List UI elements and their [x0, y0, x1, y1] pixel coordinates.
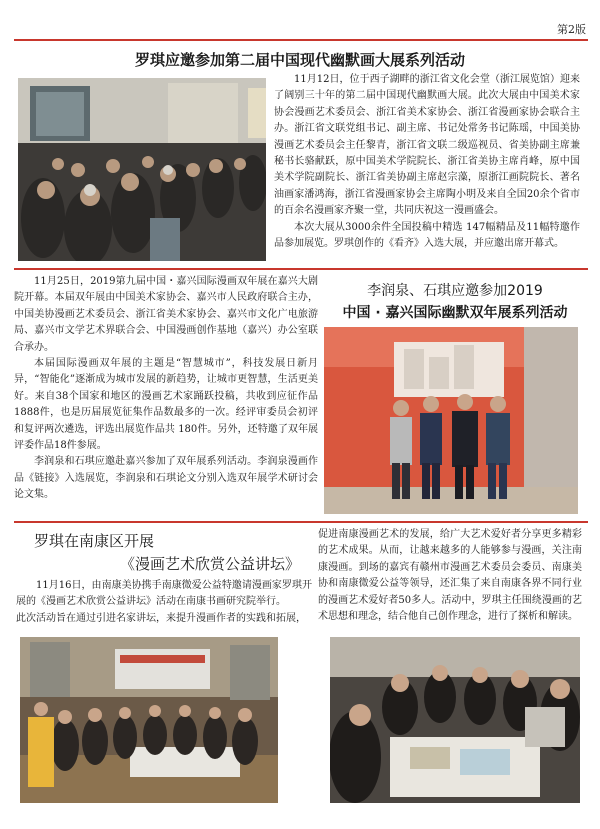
article2-paragraph-1: 11月25日，2019第九届中国・嘉兴国际漫画双年展在嘉兴大剧院开幕。本届双年展由中国美术家协会、嘉兴市人民政府联合主办，中国美协漫画艺术委员会、浙江省美术家协会、嘉兴市文化广电旅游局、嘉兴市文学艺术界联合会、中国漫画创作基地（嘉兴）办公室联合承办。 [14, 276, 318, 353]
jiaxing-exhibition-photo [324, 327, 578, 514]
section-divider-bottom [14, 521, 588, 523]
article2-paragraph-3: 李润泉和石琪应邀赴嘉兴参加了双年展系列活动。李润泉漫画作品《链接》入选展览，李润泉和石琪论文分别入选双年展学术研讨会论文集。 [14, 456, 318, 501]
article3-paragraph-1: 11月16日，由南康美协携手南康微爱公益特邀请漫画家罗琪开展的《漫画艺术欣赏公益讲坛》活动在南康书画研究院举行。 [16, 580, 312, 608]
article1-paragraph-1: 11月12日，位于西子湖畔的浙江省文化会堂（浙江展览馆）迎来了阔别三十年的第二届中国现代幽默画大展。此次大展由中国美术家协会漫画艺术委员会、浙江省美术家协会、浙江省漫画家协会联合主办。浙江省文联党组书记、副主席、书记处常务书记陈瑶，中国美协漫画艺术委员会主任黎青，浙江省文联二级巡视员、省美协副主席兼秘书长骆献跃，原中国美术学院院长、浙江省美协主席肖峰，原中国美术学院副院长、浙江省美协副主席赵宗藻，原浙江画院院长、著名油画家潘鸿海，浙江省漫画家协会主席陶小明及来自全国20余个省市的百余名漫画家齐聚一堂，共同庆祝这一漫画盛会。 [274, 74, 580, 217]
page-number: 第2版 [557, 23, 586, 36]
article1-paragraph-2: 本次大展从3000余件全国投稿中精选 147幅精品及11幅特邀作品参加展览。罗琪创作的《看齐》入选大展，并应邀出席开幕式。 [274, 221, 580, 250]
article2-body [14, 274, 318, 504]
article2-title-line2: 中国 · 嘉兴国际幽默双年展系列活动 [342, 305, 568, 321]
article2-title-line1: 李润泉、石琪应邀参加2019 [367, 283, 543, 299]
article3-title-line1: 罗琪在南康区开展 [34, 532, 155, 550]
article3-title-line2: 《漫画艺术欣赏公益讲坛》 [120, 555, 301, 573]
article3-paragraph-2: 此次活动旨在通过引进名家讲坛，来提升漫画作者的实践和拓展， [16, 612, 306, 624]
article2-paragraph-2: 本届国际漫画双年展的主题是“智慧城市”，科技发展日新月异，“智能化”逐渐成为城市发展的新趋势，让城市更智慧，生活更美好。来自38个国家和地区的漫画艺术家踊跃投稿，共收到应征作品1888件，也是历届展览征集作品数最多的一次。经评审委员会初评和复评两次遴选，评选出展览作品共 180件。另外，还特邀了双年展评委作品18件参展。 [14, 358, 318, 452]
exhibition-audience-photo [18, 78, 266, 261]
header-rule [14, 39, 588, 41]
article3-body-left [16, 578, 312, 627]
article3-paragraph-3: 促进南康漫画艺术的发展，给广大艺术爱好者分享更多精彩的艺术成果。从而，让越来越多的人能够参与漫画，关注南康漫画。到场的嘉宾有赣州市漫画艺术委员会委员、南康美协和南康微爱公益等领导，还汇集了来自南康各界不同行业的漫画艺术爱好者50多人。活动中，罗琪主任围绕漫画的艺术思想和理念，结合他自己创作理念，进行了探析和解读。 [318, 529, 582, 623]
article3-body-right [318, 527, 582, 625]
section-divider-top [14, 268, 588, 270]
lecture-group-photo [20, 637, 278, 803]
article1-title: 罗琪应邀参加第二届中国现代幽默画大展系列活动 [134, 51, 465, 69]
article1-body [274, 72, 580, 252]
lecture-discussion-photo [330, 637, 580, 803]
